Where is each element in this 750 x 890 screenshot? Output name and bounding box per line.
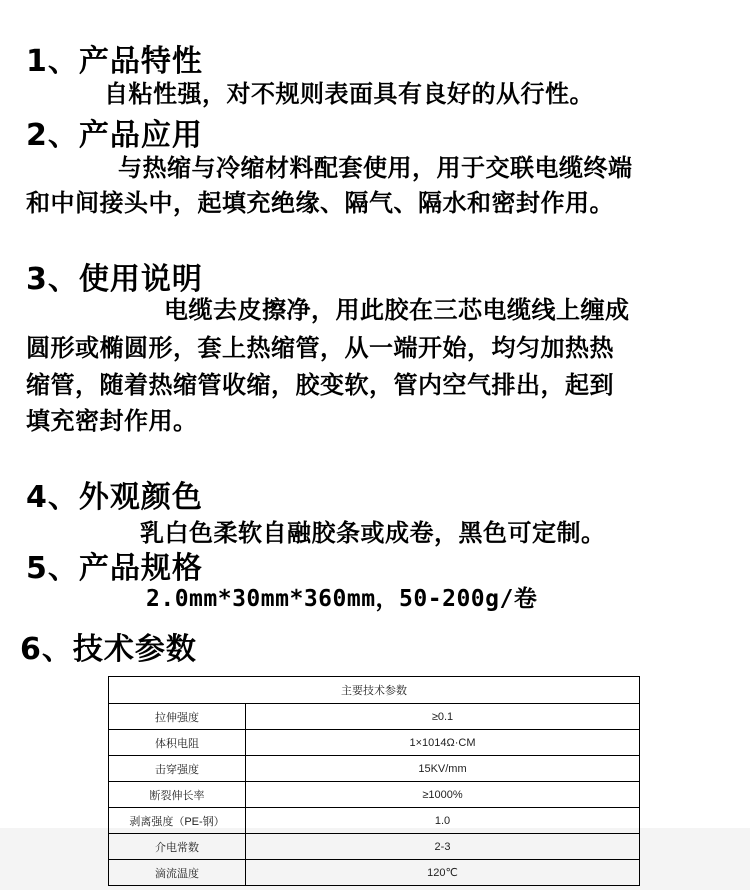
parameter-value: 1.0 (246, 808, 640, 834)
parameter-value: ≥1000% (246, 782, 640, 808)
table-row (109, 834, 640, 860)
product-application-line-1: 与热缩与冷缩材料配套使用，用于交联电缆终端 (118, 154, 633, 182)
heading-product-features: 1、产品特性 (26, 44, 203, 79)
product-application-line-2: 和中间接头中，起填充绝缘、隔气、隔水和密封作用。 (26, 189, 614, 217)
product-spec-line-1: 2.0mm*30mm*360mm，50-200g/卷 (146, 586, 538, 612)
product-features-line-1: 自粘性强，对不规则表面具有良好的从行性。 (104, 80, 594, 108)
parameter-value: 1×1014Ω·CM (246, 730, 640, 756)
usage-line-3: 缩管，随着热缩管收缩，胶变软，管内空气排出，起到 (26, 371, 614, 399)
parameter-name: 介电常数 (109, 834, 246, 860)
table-row (109, 860, 640, 886)
parameter-name: 击穿强度 (109, 756, 246, 782)
table-title-row (109, 677, 640, 704)
table-row (109, 730, 640, 756)
appearance-color-line-1: 乳白色柔软自融胶条或成卷，黑色可定制。 (140, 519, 606, 547)
table-row (109, 782, 640, 808)
table-title: 主要技术参数 (109, 677, 640, 704)
table-row (109, 808, 640, 834)
parameter-value: 2-3 (246, 834, 640, 860)
technical-parameters-table (108, 676, 640, 886)
table-row (109, 756, 640, 782)
usage-line-4: 填充密封作用。 (26, 407, 198, 435)
parameter-value: ≥0.1 (246, 704, 640, 730)
parameter-name: 剥离强度（PE-钢） (109, 808, 246, 834)
usage-line-1: 电缆去皮擦净，用此胶在三芯电缆线上缠成 (164, 296, 630, 324)
usage-line-2: 圆形或椭圆形，套上热缩管，从一端开始，均匀加热热 (26, 334, 614, 362)
heading-appearance-color: 4、外观颜色 (26, 480, 203, 515)
heading-technical-parameters: 6、技术参数 (20, 632, 197, 667)
parameter-value: 15KV/mm (246, 756, 640, 782)
heading-product-application: 2、产品应用 (26, 118, 203, 153)
table-row (109, 704, 640, 730)
parameter-name: 体积电阻 (109, 730, 246, 756)
heading-product-spec: 5、产品规格 (26, 551, 203, 586)
parameter-name: 拉伸强度 (109, 704, 246, 730)
parameter-name: 断裂伸长率 (109, 782, 246, 808)
heading-usage-instructions: 3、使用说明 (26, 262, 203, 297)
parameter-value: 120℃ (246, 860, 640, 886)
parameter-name: 滴流温度 (109, 860, 246, 886)
